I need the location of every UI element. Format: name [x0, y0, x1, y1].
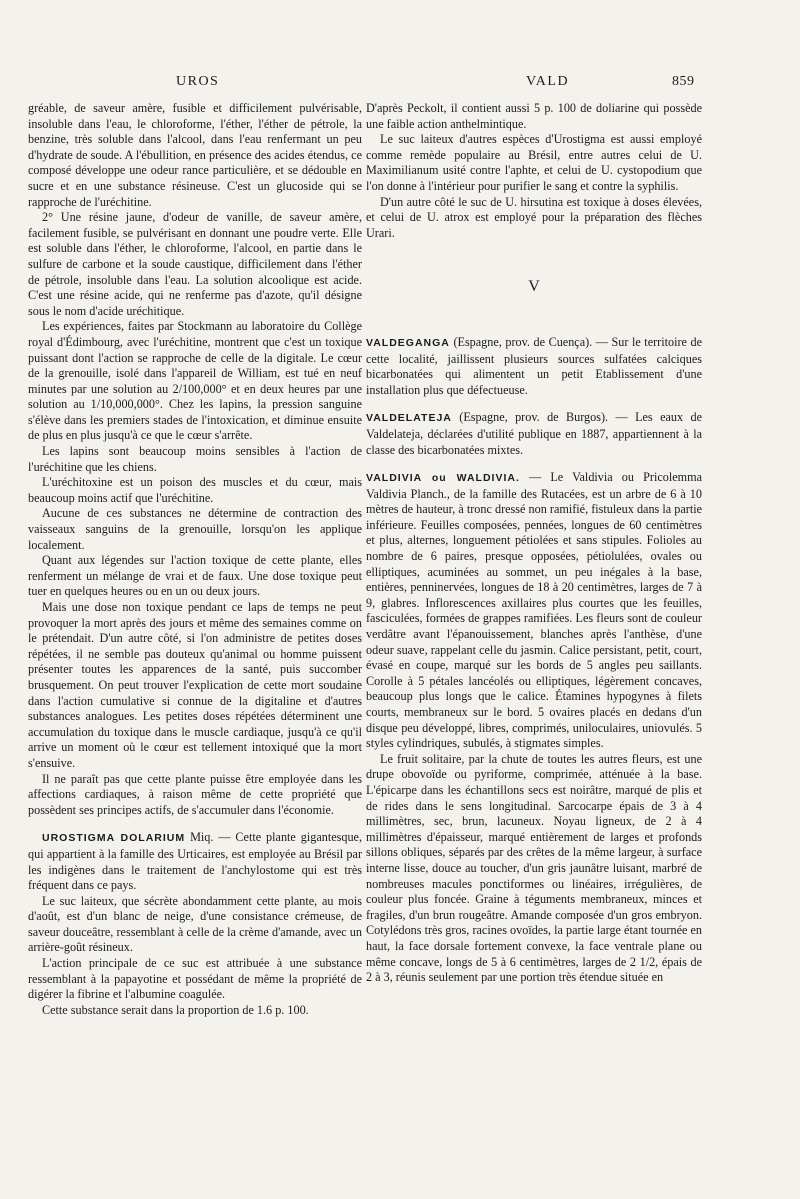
entry-valdeganga — [366, 335, 702, 398]
entry-text: (Espagne, prov. de Burgos). — Les eaux de Valdelateja, déclarées d'utilité publique en 1887, appartiennent à la classe des bicarbonatées mixtes. — [366, 410, 702, 457]
right-column — [366, 101, 702, 986]
entry-text: (Espagne, prov. de Cuença). — Sur le territoire de cette localité, jaillissent plusieurs sources sulfatées calciques bicarbonatées qui alimentent un petit Etablissement d'une installation plus que défectueuse. — [366, 334, 702, 397]
entry-head: VALDIVIA ou WALDIVIA. — [366, 472, 520, 485]
paragraph: Le suc laiteux, que sécrète abondamment cette plante, au mois d'août, est d'un blanc de neige, d'une consistance crémeuse, de saveur douceâtre, ressemblant à celle de la crème d'amande, avec un arrière-goût résineux. — [28, 893, 362, 955]
entry-head: VALDELATEJA — [366, 412, 452, 425]
paragraph: Le suc laiteux d'autres espèces d'Urostigma est aussi employé comme remède populaire au Brésil, entre autres celui de U. Maximilianum usité contre l'aphte, et celui de U. cystopodium que l'on donne à l'intérieur pour purifier le sang et contre la syphilis. — [366, 132, 702, 193]
page-number: 859 — [672, 74, 695, 89]
paragraph: D'après Peckolt, il contient aussi 5 p. 100 de doliarine qui possède une faible action anthelmintique. — [366, 101, 702, 131]
paragraph: Mais une dose non toxique pendant ce laps de temps ne peut provoquer la mort après des jours et même des semaines comme on le prétendait. D'un autre côté, si l'on administre de petites doses répétées, il ne semble pas douteux qu'animal ou homme puissent présenter toutes les apparences de la santé, puis succomber brusquement. On peut trouver l'explication de cette mort soudaine dans l'action cumulative si connue de la digitaline et d'autres substances analogues. Les petites doses répétées déterminent une accumulation du toxique dans le muscle cardiaque, jusqu'à ce qu'il arrive un moment où le cœur est tellement intoxiqué que la mort s'ensuive. — [28, 600, 362, 770]
entry-head: UROSTIGMA DOLARIUM — [42, 832, 186, 845]
paragraph: Cette substance serait dans la proportion de 1.6 p. 100. — [42, 1002, 309, 1017]
entry-head: VALDEGANGA — [366, 336, 450, 349]
running-head-right: VALD — [526, 74, 570, 89]
section-letter: V — [528, 278, 540, 296]
running-head-left: UROS — [176, 74, 220, 89]
paragraph: Les expériences, faites par Stockmann au laboratoire du Collège royal d'Édimbourg, avec l'uréchitine, montrent que c'est un toxique puissant dont l'action se rapproche de celle de la digitale. Le cœur de la grenouille, isolé dans l'appareil de William, est tué en neuf minutes par une solution au 2/100,000° et en deux heures par une solution au 1/10,000,000°. Chez les lapins, la pression sanguine s'élève dans les premiers stades de l'intoxication, et diminue ensuite de plus en plus jusqu'à ce que le cœur s'arrête. — [28, 319, 362, 443]
paragraph: Les lapins sont beaucoup moins sensibles à l'action de l'uréchitine que les chiens. — [28, 444, 362, 474]
entry-text: Miq. — Cette plante gigantesque, qui appartient à la famille des Urticaires, est employée au Brésil par les indigènes dans le traitement de l'anchylostome qui est très fréquent dans ce pays. — [28, 830, 363, 893]
paragraph: Il ne paraît pas que cette plante puisse être employée dans les affections cardiaques, à raison même de cette propriété que possèdent ses principes actifs, de s'accumuler dans l'économie. — [28, 771, 362, 817]
paragraph: Quant aux légendes sur l'action toxique de cette plante, elles renferment un mélange de vrai et de faux. Une dose toxique peut tuer en quelques heures ou en un ou deux jours. — [28, 553, 362, 599]
entry-urostigma — [28, 830, 362, 893]
entry-valdivia — [366, 470, 702, 752]
paragraph: L'action principale de ce suc est attribuée à une substance ressemblant à la papayotine et possédant de même la propriété de digérer la fibrine et l'albumine coagulée. — [28, 956, 362, 1002]
entry-text: — Le Valdivia ou Pricolemma Valdivia Planch., de la famille des Rutacées, est un arbre de 6 à 10 mètres de hauteur, à tronc dressé non ramifié, fistuleux dans la partie inférieure. Feuilles composées, pennées, longues de 60 centimètres et plus, alternes, longuement pétiolées et sans stipules. Folioles au nombre de 6 paires, presque opposées, pétiolulées, ovales ou elliptiques, acuminées au sommet, un peu inégales à la base, entières, penninervées, longues de 18 à 20 centimètres, larges de 7 à 9, glabres. Inflorescences axillaires plus courtes que les feuilles, fasciculées, formées de grappes ramifiées. Les fleurs sont de couleur verdâtre avant l'épanouissement, blanches après l'anthèse, d'une odeur suave, rappelant celle du jasmin. Calice persistant, petit, court, évasé en coupe, marqué sur les bords de 5 angles peu saillants. Corolle à 5 pétales lancéolés ou elliptiques, légèrement concaves, beaucoup plus longs que le calice. Étamines hypogynes à filets courts, membraneux sur le bord. 5 ovaires placés en dedans d'un disque peu développé, libres, comprimés, uniloculaires, uniovulés. 5 styles cylindriques, subulés, à stigmates simples. — [366, 470, 703, 751]
paragraph: L'uréchitoxine est un poison des muscles et du cœur, mais beaucoup moins actif que l'uréchitine. — [28, 475, 362, 505]
paragraph: Le fruit solitaire, par la chute de toutes les autres fleurs, est une drupe obovoïde ou pyriforme, comprimée, atténuée à la base. L'épicarpe dans les échantillons secs est noirâtre, marqué de plis et de rides dans le sens longitudinal. Sarcocarpe épais de 3 à 4 millimètres, sec, brun, lacuneux. Noyau ligneux, de 2 à 4 millimètres d'épaisseur, marqué entièrement de larges et profonds sillons obliques, séparés par des crêtes de la même largeur, à surface interne lisse, douce au toucher, d'un gris jaunâtre luisant, marbré de nombreuses macules ponctiformes ou linéaires, irrégulières, de couleur plus foncée. Graine à téguments membraneux, minces et fragiles, d'un brun rougeâtre. Amande composée d'un gros embryon. Cotylédons très gros, racines ovoïdes, la partie large étant tournée en haut, la face dorsale fortement convexe, la face ventrale plane ou même concave, longs de 5 à 6 centimètres, larges de 2 1/2, épais de 2 à 3, réunis seulement par une portion très étendue située en — [366, 751, 702, 985]
left-column — [28, 101, 362, 1018]
paragraph: gréable, de saveur amère, fusible et difficilement pulvérisable, insoluble dans l'eau, le chloroforme, l'éther, l'éther de pétrole, la benzine, très soluble dans l'alcool, dans l'eau renfermant un peu d'hydrate de soude. A l'ébullition, en présence des acides étendus, ce composé développe une odeur rance particulière, et se dédouble en sucre et en une substance résineuse. C'est un glucoside qui se rapproche de l'uréchitine. — [28, 101, 362, 209]
paragraph: Aucune de ces substances ne détermine de contraction des vaisseaux sanguins de la grenouille, lorsqu'on les applique localement. — [28, 506, 362, 552]
paragraph: D'un autre côté le suc de U. hirsutina est toxique à doses élevées, et celui de U. atrox est employé pour la préparation des flèches Urari. — [366, 194, 702, 240]
entry-valdelateja — [366, 410, 702, 458]
paragraph: 2° Une résine jaune, d'odeur de vanille, de saveur amère, facilement fusible, se pulvérisant en donnant une poudre verte. Elle est soluble dans l'éther, le chloroforme, l'alcool, en partie dans le sulfure de carbone et la soude caustique, difficilement dans l'éther de pétrole, insoluble dans l'eau. La solution alcoolique est acide. C'est une résine acide, qui ne renferme pas d'azote, qu'il désigne sous le nom d'acide uréchitique. — [28, 210, 362, 318]
